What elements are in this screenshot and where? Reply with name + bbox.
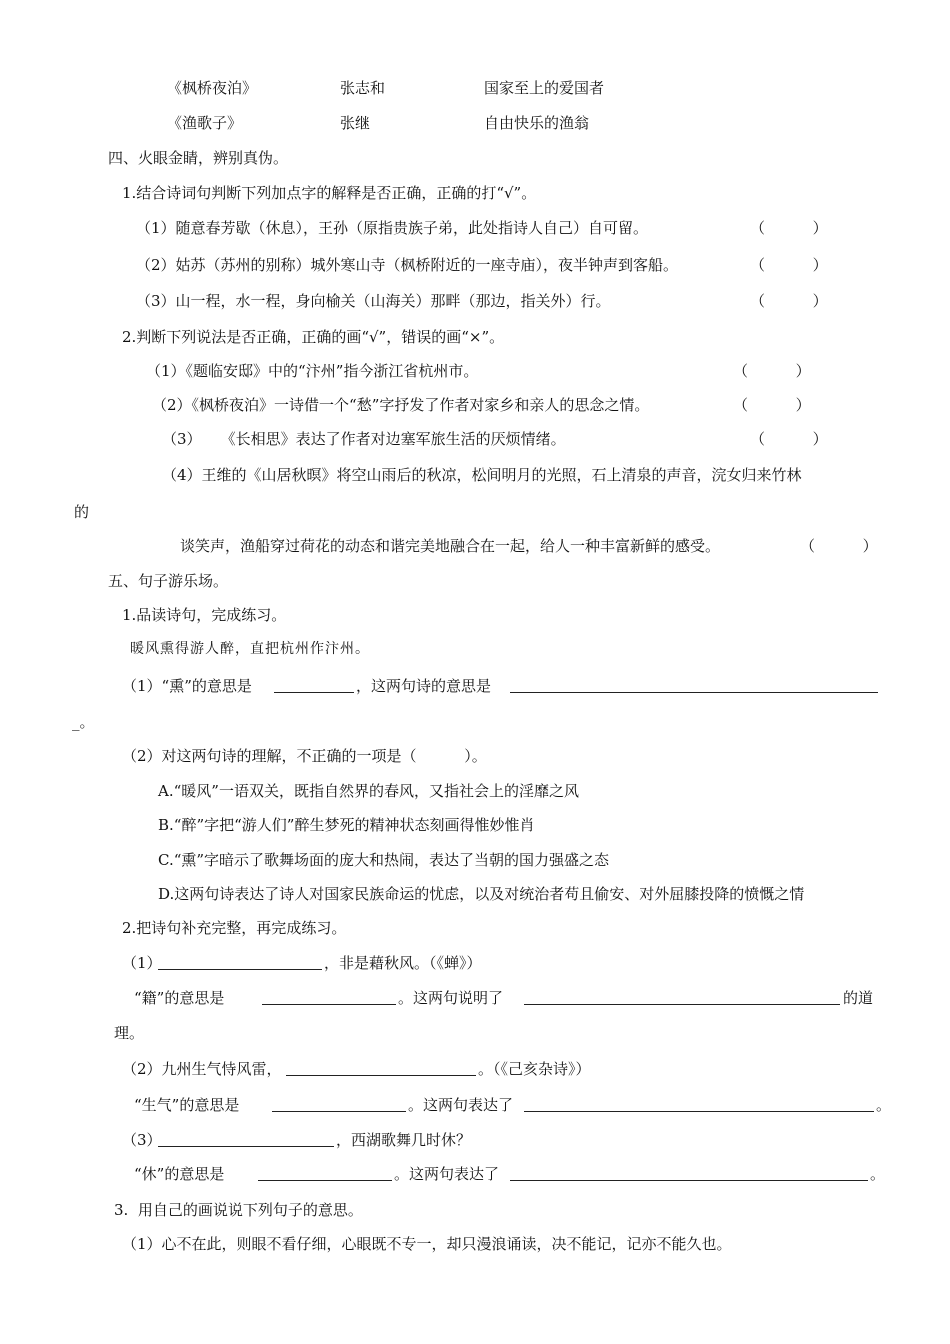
s5-q2-a-post: ，非是藉秋风。（《蝉》） [324, 954, 482, 972]
answer-blank[interactable] [272, 1111, 406, 1112]
option-c[interactable]: C.“熏”字暗示了歌舞场面的庞大和热闹，表达了当朝的国力强盛之态 [158, 851, 610, 869]
s4-q2-item-4-line1: （4）王维的《山居秋暝》将空山雨后的秋凉，松间明月的光照，石上清泉的声音，浣女归来竹林 [162, 466, 802, 484]
s5-q1-p1-label: （1）“熏”的意思是 [122, 677, 252, 695]
s4-q2-item-1: （1）《题临安邸》中的“汴州”指今浙江省杭州市。 [146, 362, 479, 380]
answer-blank[interactable] [158, 969, 322, 970]
s5-q2-a2-pre: “籍”的意思是 [134, 989, 225, 1007]
section-5-title: 五、句子游乐场。 [108, 572, 229, 590]
answer-blank[interactable] [158, 1146, 334, 1147]
s5-q2-c2-pre: “休”的意思是 [134, 1165, 225, 1183]
s5-q2-b2-mid: 。这两句表达了 [408, 1096, 514, 1114]
s4-q1-item-3: （3）山一程，水一程，身向榆关（山海关）那畔（那边，指关外）行。 [136, 292, 611, 310]
answer-blank[interactable] [510, 1180, 868, 1181]
s4-q2-text: 2.判断下列说法是否正确，正确的画“√”，错误的画“×”。 [122, 328, 505, 346]
s4-q1-text: 1.结合诗词句判断下列加点字的解释是否正确，正确的打“√”。 [122, 184, 537, 202]
s5-q2-c2-mid: 。这两句表达了 [394, 1165, 500, 1183]
answer-blank[interactable] [274, 692, 354, 693]
s5-q2-b-pre: （2）九州生气恃风雷， [122, 1060, 282, 1078]
s4-q1-paren-2[interactable]: （ ） [750, 256, 828, 274]
match-poem-2: 《渔歌子》 [167, 114, 243, 132]
s5-q2-text: 2.把诗句补充完整，再完成练习。 [122, 919, 347, 937]
s5-q2-a2-mid: 。这两句说明了 [398, 989, 504, 1007]
match-poet-2: 张继 [340, 114, 371, 132]
s5-q3-text: 3. 用自己的画说说下列句子的意思。 [114, 1201, 363, 1219]
s4-q2-paren-3[interactable]: （ ） [750, 430, 828, 448]
s5-q2-b2-pre: “生气”的意思是 [134, 1096, 240, 1114]
s5-q2-a2-post: 的道 [843, 989, 874, 1007]
s4-q1-item-2: （2）姑苏（苏州的别称）城外寒山寺（枫桥附近的一座寺庙），夜半钟声到客船。 [136, 256, 679, 274]
match-desc-1: 国家至上的爱国者 [484, 79, 605, 97]
answer-blank[interactable] [524, 1004, 840, 1005]
s4-q1-item-1: （1）随意春芳歇（休息），王孙（原指贵族子弟，此处指诗人自己）自可留。 [136, 219, 649, 237]
match-desc-2: 自由快乐的渔翁 [484, 114, 590, 132]
answer-blank[interactable] [524, 1111, 874, 1112]
option-b[interactable]: B.“醉”字把“游人们”醉生梦死的精神状态刻画得惟妙惟肖 [158, 816, 535, 834]
section-4-title: 四、火眼金睛，辨别真伪。 [108, 149, 289, 167]
s5-q1-text: 1.品读诗句，完成练习。 [122, 606, 287, 624]
s5-q3-item-1: （1）心不在此，则眼不看仔细，心眼既不专一，却只漫浪诵读，决不能记，记亦不能久也。 [122, 1235, 732, 1253]
s4-q2-item-4-line3: 谈笑声，渔船穿过荷花的动态和谐完美地融合在一起，给人一种丰富新鲜的感受。 [180, 537, 721, 555]
s5-q2-c-post: ，西湖歌舞几时休？ [336, 1131, 472, 1149]
s4-q1-paren-3[interactable]: （ ） [750, 292, 828, 310]
s5-q2-a-pre: （1） [122, 954, 162, 972]
s5-q2-b2-post: 。 [876, 1096, 892, 1114]
s5-q2-b-post: 。（《己亥杂诗》） [478, 1060, 591, 1078]
s5-q2-c-pre: （3） [122, 1131, 162, 1149]
s5-q2-c2-post: 。 [870, 1165, 886, 1183]
option-a[interactable]: A.“暖风”一语双关，既指自然界的春风，又指社会上的淫靡之风 [158, 782, 579, 800]
answer-blank[interactable] [510, 692, 878, 693]
s4-q2-paren-1[interactable]: （ ） [733, 362, 811, 380]
s4-q2-item-4-line2: 的 [74, 503, 90, 521]
option-d[interactable]: D.这两句诗表达了诗人对国家民族命运的忧虑，以及对统治者苟且偷安、对外屈膝投降的愤慨之情 [158, 885, 805, 903]
s5-q1-p1-end: _。 [72, 713, 95, 731]
s4-q2-paren-2[interactable]: （ ） [733, 396, 811, 414]
s5-q2-a3: 理。 [114, 1024, 145, 1042]
s4-q2-item-3: （3） 《长相思》表达了作者对边塞军旅生活的厌烦情绪。 [162, 430, 566, 448]
s4-q2-item-2: （2）《枫桥夜泊》一诗借一个“愁”字抒发了作者对家乡和亲人的思念之情。 [152, 396, 650, 414]
answer-blank[interactable] [286, 1075, 476, 1076]
s5-q1-p2: （2）对这两句诗的理解，不正确的一项是（ ）。 [122, 747, 487, 765]
s4-q1-paren-1[interactable]: （ ） [750, 219, 828, 237]
s4-q2-paren-4[interactable]: （ ） [800, 537, 878, 555]
match-poem-1: 《枫桥夜泊》 [167, 79, 258, 97]
s5-q1-p1-mid: ，这两句诗的意思是 [356, 677, 492, 695]
s5-q1-poem: 暖风熏得游人醉，直把杭州作汴州。 [130, 641, 370, 657]
answer-blank[interactable] [262, 1004, 396, 1005]
answer-blank[interactable] [258, 1180, 392, 1181]
match-poet-1: 张志和 [340, 79, 386, 97]
